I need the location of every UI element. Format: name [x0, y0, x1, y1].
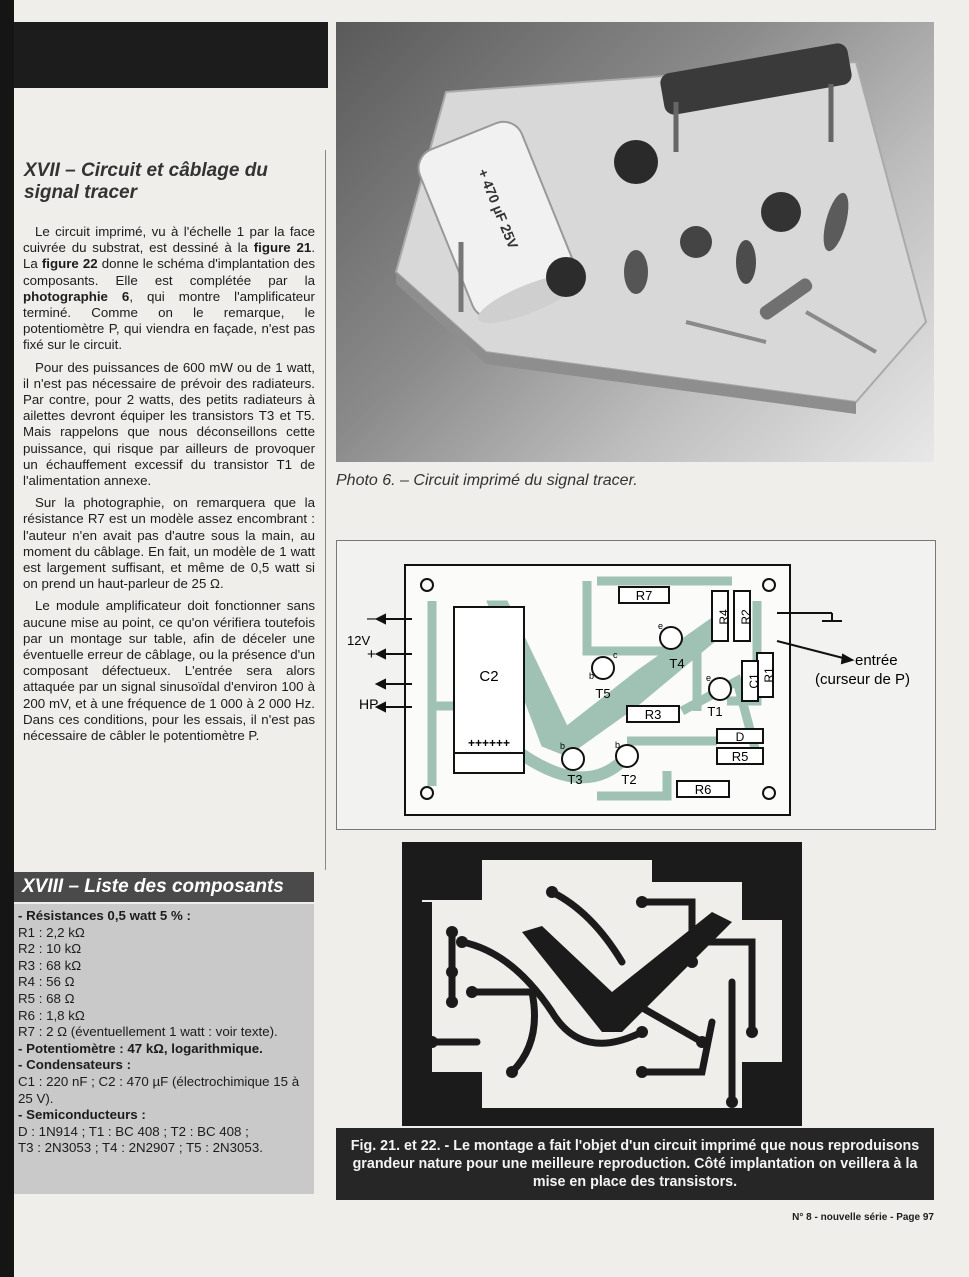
pin-b-t5: b [589, 671, 595, 681]
label-t1: T1 [707, 704, 723, 719]
label-r6: R6 [694, 782, 712, 797]
figure-caption: Fig. 21. et 22. - Le montage a fait l'objet d'un circuit imprimé que nous reproduisons grandeur nature pour une meilleure reproduction. Côté implantation on veillera à la mise en place des transistors. [336, 1128, 934, 1200]
label-12v: 12V [347, 633, 371, 648]
capacitor-marking: + 470 µF 25V [474, 166, 522, 251]
pin-b-t3: b [560, 741, 566, 751]
figure-21-copper [402, 842, 802, 1126]
label-c2: C2 [479, 668, 499, 685]
figure-22-implantation [336, 540, 936, 830]
label-t5: T5 [595, 686, 611, 701]
copper-side-diagram [402, 842, 802, 1126]
paragraph-2: Pour des puissances de 600 mW ou de 1 watt, il n'est pas nécessaire de prévoir des radiateurs. Par contre, pour 2 watts, des petits radiateurs à ailettes devront équiper les transistors T3 et T5. Mais rappelons que nous déconseillons cette puissance, qui risque par ailleurs de provoquer un échauffement excessif du transistor T1 de l'alimentation annexe. [23, 359, 315, 489]
pin-b-t2: b [615, 740, 621, 750]
semiconductors-heading: - Semiconducteurs : [18, 1107, 146, 1123]
p1-text-d: , qui montre l'amplificateur terminé. Comme on le remarque, le potentiomètre P, qui viendra en façade, n'est pas fixé sur le circuit. [23, 288, 315, 353]
label-r7: R7 [635, 588, 653, 603]
part-r7: R7 : 2 Ω (éventuellement 1 watt : voir texte). [18, 1024, 278, 1040]
p1-text-c: donne le schéma d'implantation des composants. Elle est complétée par la [23, 256, 315, 288]
label-t4: T4 [669, 656, 685, 671]
capacitors-heading: - Condensateurs : [18, 1057, 132, 1073]
paragraph-3: Sur la photographie, on remarquera que la résistance R7 est un modèle assez encombrant : l'auteur n'en avait pas d'autre sous la main, au moment du câblage. En fait, un modèle de 1 watt est largement suffisant, et même de 0,5 watt si on prend un haut-parleur de 25 Ω. [23, 495, 315, 592]
pin-e-t1: e [706, 673, 712, 683]
label-t2: T2 [621, 772, 637, 787]
part-r2: R2 : 10 kΩ [18, 941, 82, 957]
semiconductors-line-1: D : 1N914 ; T1 : BC 408 ; T2 : BC 408 ; [18, 1123, 249, 1139]
resistors-heading: - Résistances 0,5 watt 5 % : [18, 908, 191, 923]
section-17-title: XVII – Circuit et câblage du signal tracer [24, 160, 268, 203]
page-edge-bar [0, 0, 14, 1277]
label-r2: R2 [739, 609, 753, 625]
pin-e-t4: e [658, 621, 664, 631]
p1-text-a: Le circuit imprimé, vu à l'échelle 1 par la face cuivrée du substrat, est dessiné à la [23, 224, 315, 256]
parts-list [14, 904, 314, 1194]
photo-6-illustration [336, 22, 934, 462]
section-17-body [23, 224, 315, 750]
page-footer: N° 8 - nouvelle série - Page 97 [792, 1212, 934, 1223]
label-c2-polarity: ++++++ [467, 736, 511, 750]
label-entree: entrée [855, 652, 898, 669]
p1-photo-ref: photographie 6 [23, 288, 130, 304]
part-r1: R1 : 2,2 kΩ [18, 924, 85, 940]
photo-6 [336, 22, 934, 462]
label-r4: R4 [717, 609, 731, 625]
label-r3: R3 [644, 707, 662, 722]
part-r5: R5 : 68 Ω [18, 990, 75, 1006]
pin-c-t5: c [613, 650, 618, 660]
photo-caption: Photo 6. – Circuit imprimé du signal tracer. [336, 472, 638, 489]
paragraph-1 [23, 224, 315, 354]
semiconductors-line-2: T3 : 2N3053 ; T4 : 2N2907 ; T5 : 2N3053. [18, 1140, 263, 1156]
label-d: D [735, 730, 745, 744]
potentiometer-line: - Potentiomètre : 47 kΩ, logarithmique. [18, 1040, 263, 1056]
implantation-diagram [337, 541, 935, 829]
p1-fig22-ref: figure 22 [41, 256, 98, 272]
section-18-title: XVIII – Liste des composants [14, 872, 314, 902]
part-r3: R3 : 68 kΩ [18, 957, 82, 973]
part-r4: R4 : 56 Ω [18, 974, 75, 990]
p1-text-b: . La [23, 240, 316, 272]
paragraph-4: Le module amplificateur doit fonctionner sans aucune mise au point, ce qu'on vérifiera toutefois par un montage sur table, afin de déceler une éventuelle erreur de câblage, ou la présence d'un composant défectueux. L'entrée sera alors attaquée par un signal sinusoïdal d'environ 100 à 200 mV, et à une fréquence de 1 000 à 2 000 Hz. Dans ces conditions, pour les essais, il n'est pas nécessaire de câbler le potentiomètre P. [23, 598, 315, 744]
label-curseur: (curseur de P) [815, 671, 911, 688]
label-r1: R1 [762, 667, 776, 683]
label-plus: + [367, 646, 376, 663]
part-r6: R6 : 1,8 kΩ [18, 1007, 85, 1023]
label-c1: C1 [747, 673, 761, 689]
capacitors-line: C1 : 220 nF ; C2 : 470 µF (électrochimique 15 à 25 V). [18, 1073, 300, 1106]
label-hp: HP [359, 696, 379, 712]
label-minus: – [367, 610, 376, 627]
label-r5: R5 [731, 749, 749, 764]
label-t3: T3 [567, 772, 583, 787]
p1-fig21-ref: figure 21 [253, 240, 312, 256]
column-rule [325, 150, 326, 870]
header-bar [14, 22, 328, 88]
